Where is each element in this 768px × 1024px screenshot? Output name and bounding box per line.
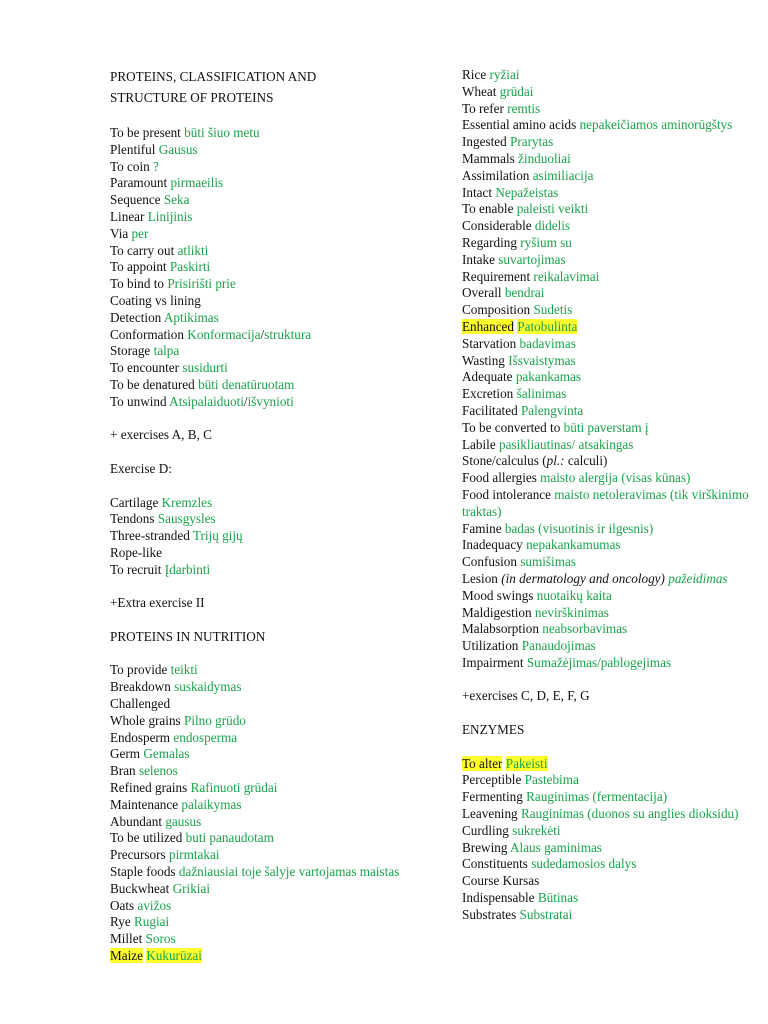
- translation: pirmaeilis: [170, 175, 224, 191]
- vocab-entry: [462, 621, 758, 638]
- translation: Pilno grūdo: [183, 712, 246, 728]
- term: To bind to: [110, 276, 165, 292]
- translation: Rafinuoti grūdai: [190, 780, 278, 796]
- term: Mammals: [462, 150, 515, 166]
- translation: Kukurūzai: [146, 948, 202, 964]
- translation: Alaus gaminimas: [510, 839, 602, 855]
- translation: Gemalas: [143, 746, 190, 762]
- term: Bran: [110, 763, 136, 779]
- vocab-entry: [462, 470, 758, 487]
- vocab-entry: [110, 226, 440, 243]
- translation: Linijinis: [147, 208, 193, 224]
- term-note: pl.:: [546, 453, 565, 469]
- term: Adequate: [462, 369, 513, 385]
- vocab-entry: [462, 840, 758, 857]
- translation: Rauginimas (fermentacija): [526, 789, 668, 805]
- term: Rice: [462, 67, 487, 82]
- vocab-entry: [110, 327, 440, 344]
- translation: Prarytas: [509, 134, 554, 150]
- translation: Sumažėjimas/pablogejimas: [526, 654, 672, 670]
- term: Requirement: [462, 268, 531, 284]
- translation: sudedamosios dalys: [531, 856, 637, 872]
- translation: avižos: [137, 897, 172, 913]
- vocab-entry: [110, 276, 440, 293]
- translation: Substratai: [519, 906, 573, 922]
- vocab-entry: [110, 259, 440, 276]
- vocab-entry: [110, 209, 440, 226]
- vocab-entry: [462, 218, 758, 235]
- translation: maisto alergija (visas kūnas): [540, 470, 691, 486]
- blank-line: [462, 739, 758, 756]
- term: To be utilized: [110, 830, 183, 846]
- term: Maldigestion: [462, 604, 532, 620]
- vocab-entry: [110, 125, 440, 142]
- translation: ?: [153, 158, 159, 174]
- term: Overall: [462, 285, 502, 301]
- term: Abundant: [110, 813, 163, 829]
- left-column: [110, 67, 440, 965]
- vocab-entry: [462, 285, 758, 302]
- term-tail: calculi): [564, 453, 608, 469]
- term: Cartilage: [110, 494, 159, 510]
- term: Buckwheat: [110, 880, 170, 896]
- section-heading: STRUCTURE OF PROTEINS: [110, 89, 274, 105]
- term: Plentiful: [110, 141, 156, 157]
- plain-line: Exercise D:: [110, 460, 172, 476]
- vocab-entry: [110, 730, 440, 747]
- translation: žinduoliai: [518, 150, 571, 166]
- term: To carry out: [110, 242, 175, 258]
- term: Maize: [110, 948, 143, 964]
- translation: Gausus: [158, 141, 198, 157]
- vocab-entry: [110, 142, 440, 159]
- term: Constituents: [462, 856, 528, 872]
- term: Essential amino acids: [462, 117, 577, 133]
- vocab-entry: [110, 394, 440, 411]
- translation: Pakeisti: [505, 755, 548, 771]
- vocab-entry: [110, 898, 440, 915]
- plain-line: Coating vs lining: [110, 292, 201, 308]
- term: Linear: [110, 208, 145, 224]
- translation: Sausgysles: [157, 511, 216, 527]
- term: Composition: [462, 302, 531, 318]
- term: Sequence: [110, 192, 161, 208]
- translation: suskaidymas: [174, 679, 242, 695]
- translation: teikti: [170, 662, 198, 678]
- term: Perceptible: [462, 772, 522, 788]
- term: Assimilation: [462, 167, 530, 183]
- vocab-entry: [462, 269, 758, 286]
- term: Curdling: [462, 822, 509, 838]
- translation-alt: išvynioti: [247, 393, 294, 409]
- translation: paleisti veikti: [516, 201, 589, 217]
- term: Intake: [462, 251, 495, 267]
- term: Indispensable: [462, 890, 535, 906]
- vocab-entry: [110, 377, 440, 394]
- term: Ingested: [462, 134, 507, 150]
- vocab-entry: [110, 528, 440, 545]
- vocab-entry: [462, 319, 758, 336]
- plain-line: Course Kursas: [462, 873, 540, 889]
- vocab-entry: [462, 856, 758, 873]
- translation: sukrekėti: [512, 822, 561, 838]
- translation: asimiliacija: [532, 167, 594, 183]
- vocab-entry: [462, 487, 758, 521]
- translation: nevirškinimas: [534, 604, 609, 620]
- translation: Sudetis: [533, 302, 573, 318]
- vocab-entry: [462, 890, 758, 907]
- vocab-entry: [462, 772, 758, 789]
- plain-line: ENZYMES: [462, 722, 525, 738]
- vocab-entry: [462, 336, 758, 353]
- translation: Soros: [145, 931, 176, 947]
- term: To be denatured: [110, 376, 195, 392]
- translation: neabsorbavimas: [542, 621, 628, 637]
- vocab-entry: [462, 101, 758, 118]
- term: Detection: [110, 309, 162, 325]
- translation: šalinimas: [516, 386, 567, 402]
- blank-line: [110, 444, 440, 461]
- vocab-entry: [110, 797, 440, 814]
- term: Regarding: [462, 234, 517, 250]
- translation: selenos: [138, 763, 178, 779]
- vocab-entry: [462, 789, 758, 806]
- translation: maisto netoleravimas (tik virškinimo traktas): [462, 486, 749, 519]
- translation: Išsvaistymas: [508, 352, 576, 368]
- translation: Patobulinta: [517, 318, 578, 334]
- term: Endosperm: [110, 729, 171, 745]
- vocab-entry: [110, 948, 440, 965]
- plain-line: +Extra exercise II: [110, 595, 205, 611]
- vocab-entry: [462, 369, 758, 386]
- blank-line: [462, 705, 758, 722]
- vocab-entry: [462, 453, 758, 470]
- translation: susidurti: [182, 360, 228, 376]
- translation: Įdarbinti: [164, 561, 211, 577]
- plain-line: Rope-like: [110, 544, 163, 560]
- vocab-entry: [462, 638, 758, 655]
- translation: ryžiai: [489, 67, 520, 82]
- term: Breakdown: [110, 679, 171, 695]
- term: To appoint: [110, 259, 167, 275]
- translation: pirmtakai: [168, 847, 220, 863]
- term: Considerable: [462, 218, 532, 234]
- translation: atlikti: [177, 242, 209, 258]
- vocab-entry: [110, 847, 440, 864]
- translation: buti panaudotam: [185, 830, 274, 846]
- vocab-entry: [462, 537, 758, 554]
- term: To recruit: [110, 561, 162, 577]
- term: Fermenting: [462, 789, 523, 805]
- translation: ryšium su: [520, 234, 572, 250]
- vocab-entry: [110, 679, 440, 696]
- translation: Atsipalaiduoti: [169, 393, 244, 409]
- blank-line: [110, 646, 440, 663]
- translation: pakankamas: [515, 369, 582, 385]
- translation: Palengvinta: [520, 402, 584, 418]
- term: Germ: [110, 746, 141, 762]
- term: Confusion: [462, 554, 517, 570]
- vocab-entry: [110, 713, 440, 730]
- vocab-entry: [462, 806, 758, 823]
- translation: būti paverstam į: [563, 419, 649, 435]
- term: Lesion: [462, 570, 498, 586]
- vocab-entry: [110, 159, 440, 176]
- translation: Rauginimas (duonos su anglies dioksidu): [520, 806, 739, 822]
- vocab-entry: [110, 830, 440, 847]
- term: Maintenance: [110, 796, 179, 812]
- term: Storage: [110, 343, 151, 359]
- translation: bendrai: [504, 285, 545, 301]
- translation: nepakankamumas: [526, 537, 621, 553]
- translation: Nepažeistas: [495, 184, 559, 200]
- vocab-entry: [110, 192, 440, 209]
- vocab-entry: [110, 864, 440, 881]
- term: Whole grains: [110, 712, 181, 728]
- plain-line: PROTEINS IN NUTRITION: [110, 628, 266, 644]
- translation-alt: struktura: [264, 326, 312, 342]
- vocab-entry: [462, 185, 758, 202]
- translation: Trijų gijų: [192, 528, 243, 544]
- translation: grūdai: [499, 83, 534, 99]
- term: Refined grains: [110, 780, 188, 796]
- vocab-entry: [462, 655, 758, 672]
- term: Conformation: [110, 326, 184, 342]
- term: Wasting: [462, 352, 505, 368]
- vocab-entry: [462, 252, 758, 269]
- term: Starvation: [462, 335, 517, 351]
- translation: dažniausiai toje šalyje vartojamas maistas: [178, 864, 400, 880]
- term: Intact: [462, 184, 493, 200]
- blank-line: [110, 478, 440, 495]
- term: Mood swings: [462, 587, 534, 603]
- translation: Būtinas: [537, 890, 579, 906]
- vocab-entry: [110, 495, 440, 512]
- blank-line: [110, 612, 440, 629]
- vocab-entry: [462, 437, 758, 454]
- translation: pažeidimas: [668, 570, 728, 586]
- term: Tendons: [110, 511, 155, 527]
- term: Oats: [110, 897, 135, 913]
- term: Precursors: [110, 847, 166, 863]
- translation: Paskirti: [169, 259, 211, 275]
- translation: būti šiuo metu: [184, 124, 260, 140]
- vocab-entry: [110, 175, 440, 192]
- vocab-entry: [462, 403, 758, 420]
- term: Food intolerance: [462, 486, 551, 502]
- translation: Kremzles: [161, 494, 213, 510]
- section-heading: PROTEINS, CLASSIFICATION AND: [110, 69, 317, 84]
- vocab-entry: [462, 823, 758, 840]
- translation: reikalavimai: [533, 268, 600, 284]
- translation: Prisirišti prie: [167, 276, 236, 292]
- vocab-entry: [462, 756, 758, 773]
- term: Facilitated: [462, 402, 518, 418]
- blank-line: [110, 108, 440, 125]
- vocab-entry: [462, 302, 758, 319]
- translation: Pastebima: [524, 772, 579, 788]
- vocab-entry: [462, 84, 758, 101]
- vocab-entry: [110, 343, 440, 360]
- translation: Seka: [163, 192, 190, 208]
- vocab-entry: [110, 746, 440, 763]
- term: Leavening: [462, 806, 518, 822]
- plain-line: Challenged: [110, 696, 171, 712]
- translation: badas (visuotinis ir ilgesnis): [504, 520, 654, 536]
- translation: suvartojimas: [498, 251, 566, 267]
- blank-line: [462, 672, 758, 689]
- vocab-entry: [110, 914, 440, 931]
- term: Rye: [110, 914, 131, 930]
- translation: nuotaikų kaita: [536, 587, 612, 603]
- vocab-entry: [462, 353, 758, 370]
- term: Three-stranded: [110, 528, 190, 544]
- plain-line: +exercises C, D, E, F, G: [462, 688, 590, 704]
- vocab-entry: [462, 571, 758, 588]
- vocab-entry: [462, 554, 758, 571]
- term: To provide: [110, 662, 168, 678]
- translation: gausus: [165, 813, 202, 829]
- term: Staple foods: [110, 864, 176, 880]
- term: To enable: [462, 201, 514, 217]
- translation: didelis: [534, 218, 571, 234]
- translation: Rugiai: [134, 914, 170, 930]
- translation: Konformacija: [187, 326, 261, 342]
- translation: Aptikimas: [163, 309, 219, 325]
- term: Enhanced: [462, 318, 514, 334]
- translation: būti denatūruotam: [198, 376, 295, 392]
- term: To refer: [462, 100, 504, 116]
- vocab-entry: [110, 931, 440, 948]
- vocab-entry: [462, 605, 758, 622]
- translation: Panaudojimas: [521, 638, 596, 654]
- term: Inadequacy: [462, 537, 523, 553]
- vocab-entry: [462, 521, 758, 538]
- vocab-entry: [110, 360, 440, 377]
- term: Excretion: [462, 386, 514, 402]
- vocab-entry: [110, 763, 440, 780]
- term: Via: [110, 225, 129, 241]
- term: Paramount: [110, 175, 168, 191]
- translation: per: [131, 225, 149, 241]
- separator: /: [260, 326, 265, 342]
- term: To unwind: [110, 393, 167, 409]
- translation: palaikymas: [181, 796, 242, 812]
- term: To be converted to: [462, 419, 561, 435]
- translation: Grikiai: [172, 880, 210, 896]
- vocab-entry: [110, 814, 440, 831]
- vocab-entry: [462, 67, 758, 84]
- term: Stone/calculus (: [462, 453, 547, 469]
- separator: /: [243, 393, 248, 409]
- translation: badavimas: [519, 335, 576, 351]
- vocab-entry: [462, 151, 758, 168]
- translation: sumišimas: [520, 554, 576, 570]
- vocab-entry: [110, 511, 440, 528]
- term: Substrates: [462, 906, 517, 922]
- term: Brewing: [462, 839, 508, 855]
- vocab-entry: [110, 780, 440, 797]
- term: To alter: [462, 755, 503, 771]
- vocab-entry: [110, 881, 440, 898]
- blank-line: [110, 579, 440, 596]
- translation: talpa: [153, 343, 180, 359]
- vocab-entry: [110, 310, 440, 327]
- translation: pasikliautinas/ atsakingas: [498, 436, 634, 452]
- translation: nepakeičiamos aminorūgštys: [579, 117, 733, 133]
- term-note: (in dermatology and oncology): [501, 570, 665, 586]
- translation: endosperma: [173, 729, 238, 745]
- term: To coin: [110, 158, 150, 174]
- term: Utilization: [462, 638, 519, 654]
- vocab-entry: [462, 201, 758, 218]
- vocab-entry: [462, 588, 758, 605]
- term: Wheat: [462, 83, 497, 99]
- right-column: [462, 67, 758, 924]
- vocab-entry: [462, 907, 758, 924]
- term: Malabsorption: [462, 621, 539, 637]
- vocab-entry: [462, 117, 758, 134]
- vocab-entry: [110, 562, 440, 579]
- vocab-entry: [462, 386, 758, 403]
- translation: remtis: [507, 100, 541, 116]
- term: Food allergies: [462, 470, 537, 486]
- term: Millet: [110, 931, 143, 947]
- blank-line: [110, 411, 440, 428]
- vocab-entry: [462, 168, 758, 185]
- vocab-entry: [110, 243, 440, 260]
- vocab-entry: [110, 662, 440, 679]
- term: To be present: [110, 124, 181, 140]
- vocab-entry: [462, 235, 758, 252]
- vocab-entry: [462, 134, 758, 151]
- vocab-entry: [462, 420, 758, 437]
- term: Impairment: [462, 654, 524, 670]
- term: To encounter: [110, 360, 180, 376]
- plain-line: + exercises A, B, C: [110, 427, 212, 443]
- term: Labile: [462, 436, 496, 452]
- term: Famine: [462, 520, 502, 536]
